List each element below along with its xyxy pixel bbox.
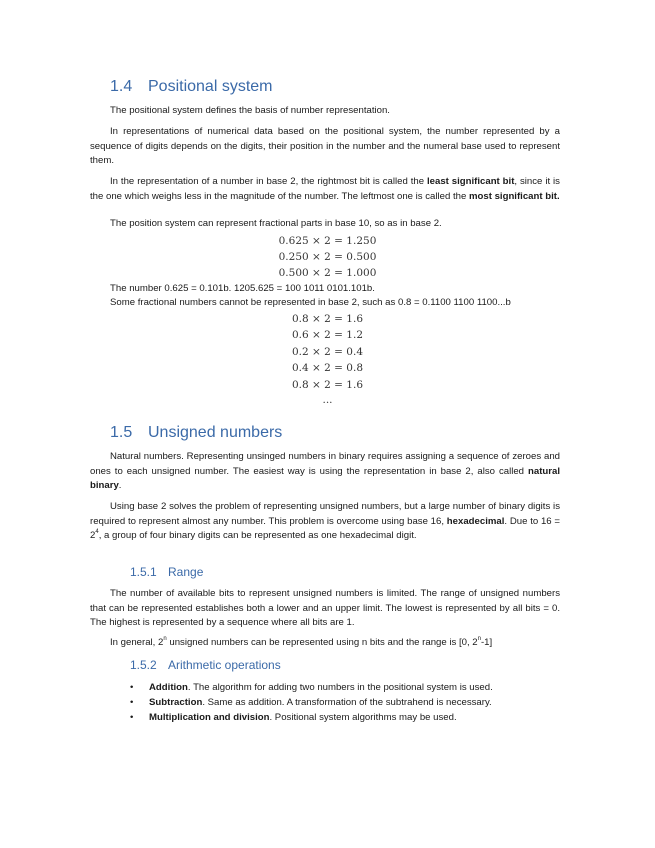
- section-heading-1-4: [110, 78, 273, 96]
- math-line: 0.2 × 2 = 0.4: [291, 346, 364, 358]
- section-number: 1.5.1: [130, 565, 157, 579]
- paragraph: [90, 500, 560, 544]
- section-heading-1-5-2: [130, 658, 281, 672]
- paragraph-text: unsigned numbers can be represented using n bits and the range is [0, 2: [166, 637, 478, 648]
- paragraph: Some fractional numbers cannot be represented in base 2, such as 0.8 = 0.1100 1100 1100...b: [110, 297, 511, 308]
- superscript: n: [163, 636, 167, 642]
- math-line: 0.8 × 2 = 1.6: [291, 313, 364, 325]
- paragraph-text: , a group of four binary digits can be represented as one hexadecimal digit.: [98, 530, 417, 542]
- bold-term: least significant bit: [426, 176, 515, 187]
- section-number: 1.4: [110, 78, 133, 95]
- bullet-icon: •: [130, 712, 134, 723]
- paragraph-text: , since it is the one which weighs less in the magnitude of the number. The leftmost one is called the: [90, 176, 560, 202]
- math-line: 0.250 × 2 = 0.500: [278, 251, 377, 263]
- paragraph-text: The number of available bits to represent unsigned numbers is limited. The range of unsigned numbers that can be represented establishes both a lower and an upper limit. The lowest is represented by all bits = 0. The highest is represented by a sequence where all bits are 1.: [90, 588, 560, 629]
- section-heading-1-5: [110, 424, 282, 442]
- section-title: Unsigned numbers: [148, 424, 283, 441]
- paragraph: [90, 450, 560, 494]
- bold-term: Multiplication and division: [149, 712, 270, 723]
- bullet-item: [130, 697, 492, 708]
- paragraph: [90, 587, 560, 631]
- paragraph-text: Natural numbers. Representing unsinged numbers in binary requires assigning a sequence of zeroes and ones to each unsigned number. The easiest way is using the representation in base 2, also called: [90, 451, 560, 477]
- bullet-icon: •: [130, 697, 134, 708]
- paragraph-text: In the representation of a number in base 2, the rightmost bit is called the: [110, 176, 427, 187]
- section-title: Arithmetic operations: [168, 658, 281, 672]
- section-title: Positional system: [148, 78, 273, 95]
- paragraph: [90, 175, 560, 204]
- section-number: 1.5: [110, 424, 133, 441]
- paragraph-text: In general, 2: [110, 637, 164, 648]
- section-heading-1-5-1: [130, 565, 203, 579]
- paragraph: [90, 125, 560, 169]
- paragraph-text: . Due to 16 = 2: [90, 515, 561, 542]
- bullet-text: . Same as addition. A transformation of the subtrahend is necessary.: [202, 697, 492, 708]
- bold-term: natural binary: [90, 465, 560, 492]
- bold-term: Subtraction: [149, 697, 203, 708]
- paragraph: The position system can represent fractional parts in base 10, so as in base 2.: [110, 218, 442, 229]
- paragraph-text: -1]: [480, 637, 493, 648]
- math-line: 0.625 × 2 = 1.250: [278, 235, 377, 247]
- paragraph: The number 0.625 = 0.101b. 1205.625 = 100 1011 0101.101b.: [110, 283, 375, 294]
- math-line: 0.8 × 2 = 1.6: [291, 379, 364, 391]
- paragraph-text: Using base 2 solves the problem of representing unsigned numbers, but a large number of binary digits is required to represent almost any number. This problem is overcome using base 16,: [90, 501, 560, 527]
- math-ellipsis: ...: [322, 394, 333, 406]
- paragraph: [110, 636, 492, 650]
- bold-term: hexadecimal: [446, 515, 505, 527]
- superscript: 4: [95, 529, 99, 536]
- superscript: n: [477, 636, 481, 642]
- bullet-text: . Positional system algorithms may be used.: [269, 712, 457, 723]
- bullet-item: [130, 712, 457, 723]
- math-line: 0.6 × 2 = 1.2: [291, 329, 364, 341]
- section-number: 1.5.2: [130, 658, 157, 672]
- bullet-text: . The algorithm for adding two numbers in the positional system is used.: [187, 682, 493, 693]
- bullet-icon: •: [130, 682, 134, 693]
- bullet-item: [130, 682, 493, 693]
- paragraph-text: In representations of numerical data based on the positional system, the number represented by a sequence of digits depends on the digits, their position in the number and the numeral base used to represent them.: [90, 126, 560, 167]
- bold-term: most significant bit.: [469, 190, 560, 202]
- paragraph: The positional system defines the basis of number representation.: [110, 105, 390, 116]
- paragraph-text: .: [118, 480, 122, 492]
- section-title: Range: [168, 565, 204, 579]
- math-line: 0.500 × 2 = 1.000: [278, 267, 377, 279]
- bold-term: Addition: [149, 682, 188, 693]
- math-line: 0.4 × 2 = 0.8: [291, 362, 364, 374]
